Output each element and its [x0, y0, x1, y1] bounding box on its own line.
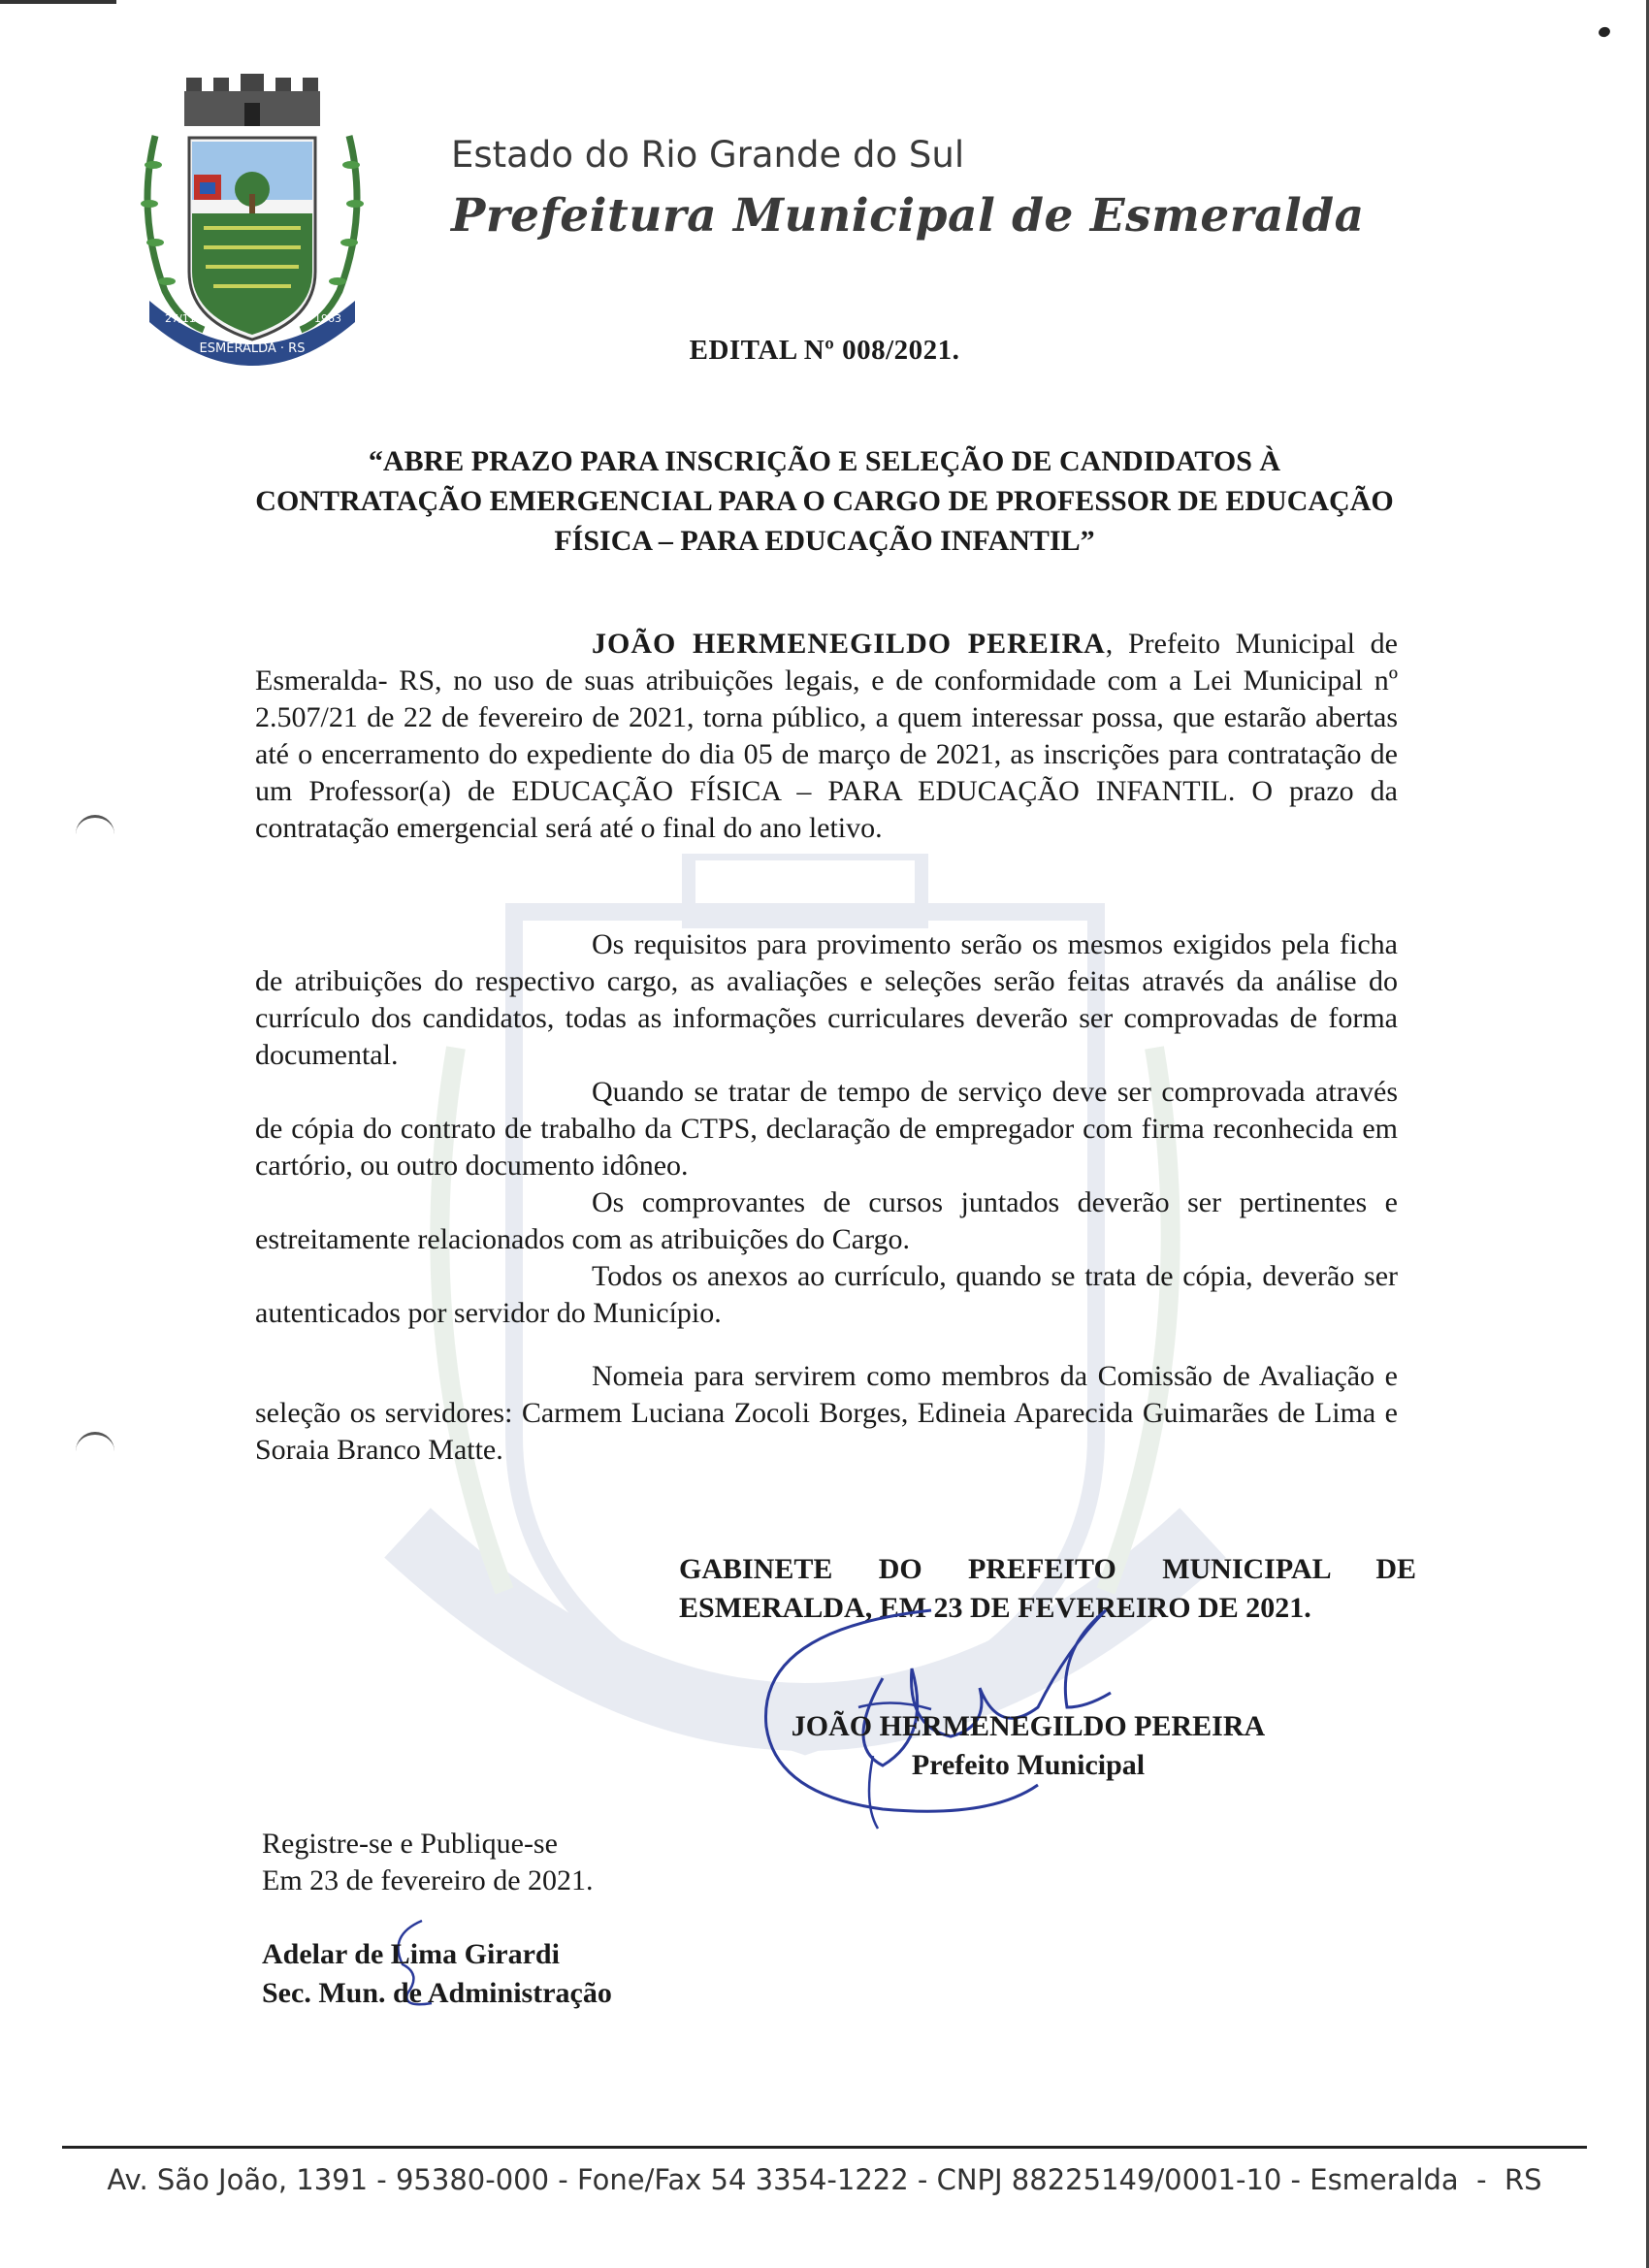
crest-founded-year: 1963	[314, 312, 341, 325]
requirements-section	[255, 926, 1398, 1332]
paragraph-commission: Nomeia para servirem como membros da Comissão de Avaliação e seleção os servidores: Carmem Luciana Zocoli Borges, Edineia Aparecida Guimarães de Lima e Soraia Branco Matte.	[255, 1360, 1398, 1466]
registration-block	[262, 1826, 594, 1899]
crest-ribbon-text: ESMERALDA · RS	[199, 341, 306, 356]
closing-line-1: GABINETE DO PREFEITO MUNICIPAL DE	[679, 1553, 1416, 1585]
state-name: Estado do Rio Grande do Sul	[451, 134, 965, 176]
secretary-name: Adelar de Lima Girardi	[262, 1938, 560, 1970]
intro-text: , Prefeito Municipal de Esmeralda- RS, no uso de suas atribuições legais, e de conformidade com a Lei Municipal nº 2.507/21 de 22 de fevereiro de 2021, torna público, a quem interessar possa, que estarão abertas até o encerramento do expediente do dia 05 de março de 2021, as inscrições para contratação de um Professor(a) de EDUCAÇÃO FÍSICA – PARA EDUCAÇÃO INFANTIL. O prazo da contratação emergencial será até o final do ano letivo.	[255, 628, 1398, 844]
edital-title: EDITAL Nº 008/2021.	[689, 335, 960, 366]
secretary-block	[262, 1935, 612, 2013]
municipality-name: Prefeitura Municipal de Esmeralda	[451, 189, 1365, 243]
registration-line-1: Registre-se e Publique-se	[262, 1828, 558, 1860]
paragraph-service-time: Quando se tratar de tempo de serviço deve ser comprovada através de cópia do contrato de trabalho da CTPS, declaração de empregador com firma reconhecida em cartório, ou outro documento idôneo.	[255, 1076, 1398, 1182]
closing-line-2: ESMERALDA, EM 23 DE FEVEREIRO DE 2021.	[679, 1592, 1311, 1624]
secretary-role: Sec. Mun. de Administração	[262, 1977, 612, 2009]
municipal-crest	[136, 68, 369, 369]
punch-hole-mark	[76, 815, 114, 839]
footer-address: Av. São João, 1391 - 95380-000 - Fone/Fax 54 3354-1222 - CNPJ 88225149/0001-10 - Esmeralda - RS	[107, 2163, 1542, 2196]
signer-name: JOÃO HERMENEGILDO PEREIRA	[791, 1710, 1266, 1742]
paragraph-courses: Os comprovantes de cursos juntados deverão ser pertinentes e estreitamente relacionados com as atribuições do Cargo.	[255, 1186, 1398, 1255]
registration-date: Em 23 de fevereiro de 2021.	[262, 1864, 594, 1896]
commission-section	[255, 1358, 1398, 1469]
mayor-name: JOÃO HERMENEGILDO PEREIRA	[592, 628, 1106, 660]
punch-hole-mark	[76, 1432, 114, 1456]
paragraph-intro	[255, 626, 1398, 847]
paragraph-requirements: Os requisitos para provimento serão os mesmos exigidos pela ficha de atribuições do respectivo cargo, as avaliações e seleções serão feitas através da análise do currículo dos candidatos, todas as informações curriculares deverão ser comprovadas de forma documental.	[255, 928, 1398, 1071]
crest-founded-day: 27/11	[165, 312, 196, 325]
paragraph-annexes: Todos os anexos ao currículo, quando se trata de cópia, deverão ser autenticados por servidor do Município.	[255, 1260, 1398, 1329]
signer-role: Prefeito Municipal	[911, 1749, 1146, 1781]
signer-block	[679, 1707, 1377, 1785]
edital-subject: “ABRE PRAZO PARA INSCRIÇÃO E SELEÇÃO DE CANDIDATOS À CONTRATAÇÃO EMERGENCIAL PARA O CARGO DE PROFESSOR DE EDUCAÇÃO FÍSICA – PARA EDUCAÇÃO INFANTIL”	[255, 445, 1394, 557]
footer-divider	[62, 2146, 1587, 2149]
scan-edge	[0, 0, 116, 4]
ink-spot	[1598, 25, 1612, 39]
